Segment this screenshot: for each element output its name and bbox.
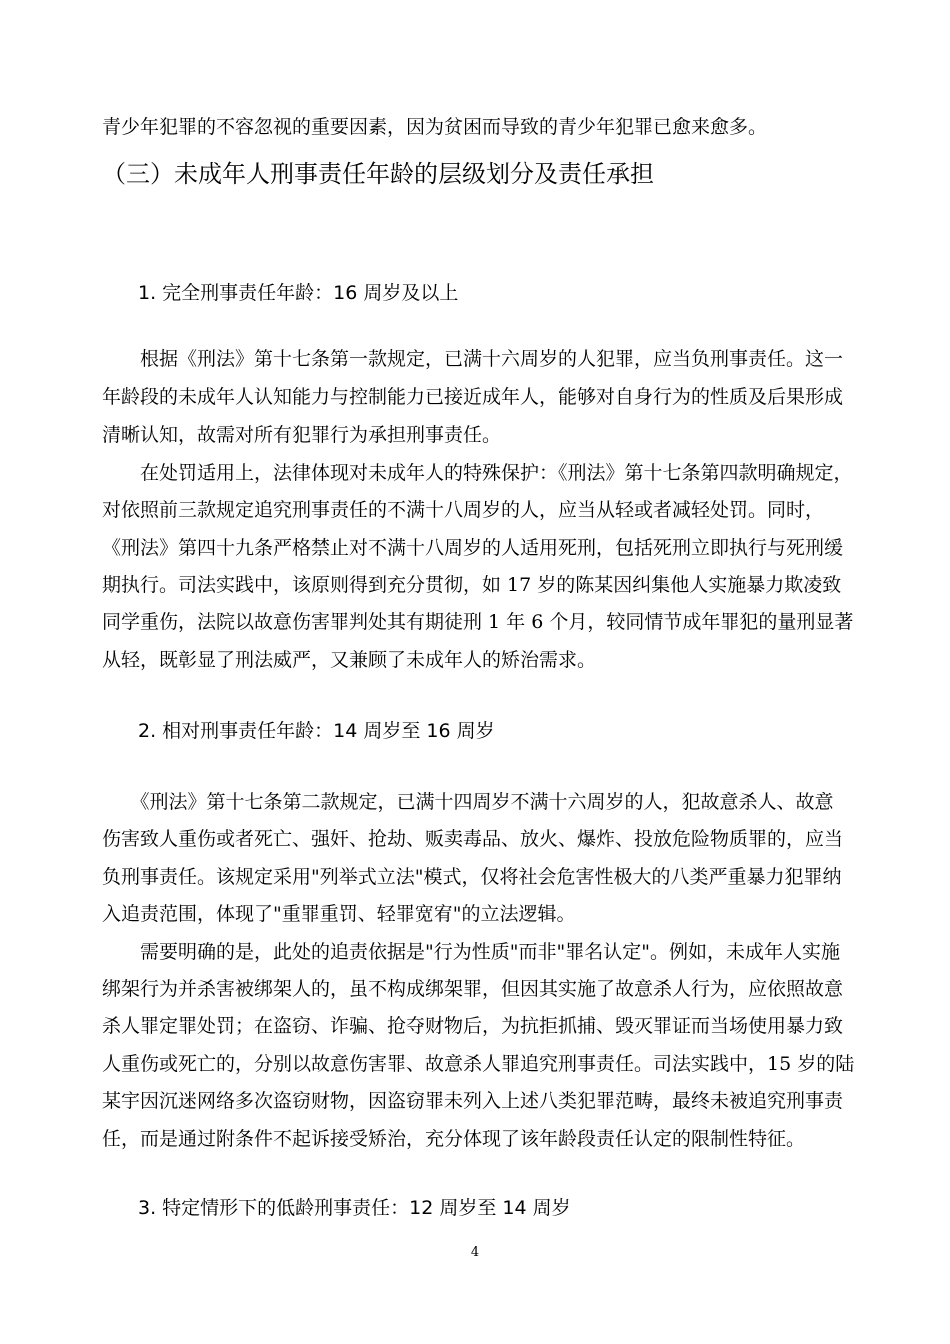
paragraph-line: 年龄段的未成年人认知能力与控制能力已接近成年人，能够对自身行为的性质及后果形成 <box>102 386 844 408</box>
paragraph-line: 根据《刑法》第十七条第一款规定，已满十六周岁的人犯罪，应当负刑事责任。这一 <box>102 348 844 370</box>
paragraph-line: 任，而是通过附条件不起诉接受矫治，充分体现了该年龄段责任认定的限制性特征。 <box>102 1128 806 1150</box>
paragraph-line: 人重伤或死亡的，分别以故意伤害罪、故意杀人罪追究刑事责任。司法实践中，15 岁的陆 <box>102 1053 855 1075</box>
intro-line: 青少年犯罪的不容忽视的重要因素，因为贫困而导致的青少年犯罪已愈来愈多。 <box>102 116 768 138</box>
paragraph-line: 负刑事责任。该规定采用"列举式立法"模式，仅将社会危害性极大的八类严重暴力犯罪纳 <box>102 866 842 888</box>
paragraph-line: 需要明确的是，此处的追责依据是"行为性质"而非"罪名认定"。例如，未成年人实施 <box>102 941 840 963</box>
paragraph-line: 入追责范围，体现了"重罪重罚、轻罪宽宥"的立法逻辑。 <box>102 903 576 925</box>
paragraph-line: 从轻，既彰显了刑法威严，又兼顾了未成年人的矫治需求。 <box>102 649 597 671</box>
paragraph-line: 伤害致人重伤或者死亡、强奸、抢劫、贩卖毒品、放火、爆炸、投放危险物质罪的，应当 <box>102 828 844 850</box>
subsection-title-1: 1. 完全刑事责任年龄：16 周岁及以上 <box>138 282 459 304</box>
subsection-title-3: 3. 特定情形下的低龄刑事责任：12 周岁至 14 周岁 <box>138 1197 571 1219</box>
page-number: 4 <box>470 1245 480 1260</box>
paragraph-line: 清晰认知，故需对所有犯罪行为承担刑事责任。 <box>102 424 502 446</box>
paragraph-line: 杀人罪定罪处罚；在盗窃、诈骗、抢夺财物后，为抗拒抓捕、毁灭罪证而当场使用暴力致 <box>102 1015 844 1037</box>
paragraph-line: 在处罚适用上，法律体现对未成年人的特殊保护：《刑法》第十七条第四款明确规定， <box>102 462 853 484</box>
subsection-title-2: 2. 相对刑事责任年龄：14 周岁至 16 周岁 <box>138 720 495 742</box>
paragraph-line: 某宇因沉迷网络多次盗窃财物，因盗窃罪未列入上述八类犯罪范畴，最终未被追究刑事责 <box>102 1090 844 1112</box>
paragraph-line: 《刑法》第四十九条严格禁止对不满十八周岁的人适用死刑，包括死刑立即执行与死刑缓 <box>102 537 844 559</box>
paragraph-line: 《刑法》第十七条第二款规定，已满十四周岁不满十六周岁的人，犯故意杀人、故意 <box>102 791 834 813</box>
paragraph-line: 同学重伤，法院以故意伤害罪判处其有期徒刑 1 年 6 个月，较同情节成年罪犯的量刑显著 <box>102 611 854 633</box>
paragraph-line: 对依照前三款规定追究刑事责任的不满十八周岁的人，应当从轻或者减轻处罚。同时， <box>102 499 825 521</box>
paragraph-line: 期执行。司法实践中，该原则得到充分贯彻，如 17 岁的陈某因纠集他人实施暴力欺凌致 <box>102 574 842 596</box>
paragraph-line: 绑架行为并杀害被绑架人的，虽不构成绑架罪，但因其实施了故意杀人行为，应依照故意 <box>102 978 844 1000</box>
section-heading: （三）未成年人刑事责任年龄的层级划分及责任承担 <box>102 160 654 188</box>
